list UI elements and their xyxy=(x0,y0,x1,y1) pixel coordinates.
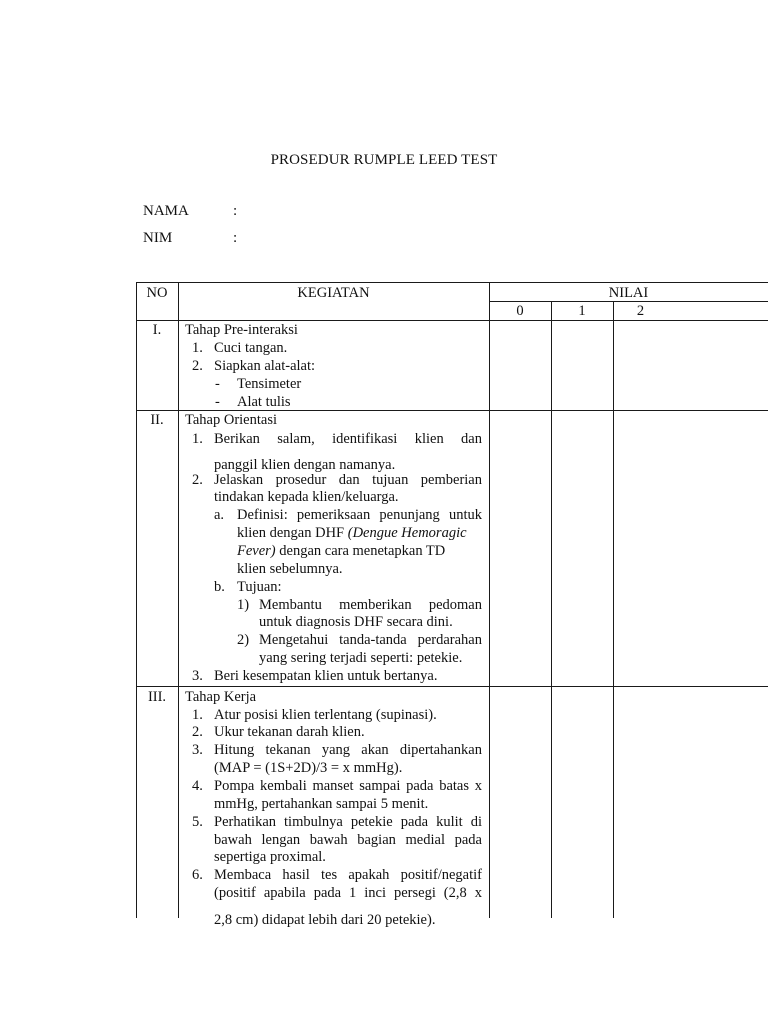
item-text-line: Definisi: pemeriksaan penunjang untuk xyxy=(237,507,482,523)
item-text-line xyxy=(237,543,445,561)
header-score-1: 1 xyxy=(578,303,586,319)
item-text-segment: klien dengan DHF xyxy=(237,525,348,541)
item-text: Ukur tekanan darah klien. xyxy=(214,724,365,740)
item-number: 2. xyxy=(192,472,203,488)
header-no: NO xyxy=(146,285,168,301)
item-text-line: bawah lengan bawah bagian medial pada xyxy=(214,832,482,848)
item-number: 2. xyxy=(192,724,203,740)
col-border-score1 xyxy=(613,301,614,918)
bullet-dash: - xyxy=(215,376,220,392)
page-title: PROSEDUR RUMPLE LEED TEST xyxy=(270,152,498,168)
item-text: Alat tulis xyxy=(237,394,291,410)
item-text-line: Berikan salam, identifikasi klien dan xyxy=(214,431,482,447)
col-border-left xyxy=(136,282,137,918)
header-score-0: 0 xyxy=(516,303,524,319)
section-title: Tahap Orientasi xyxy=(185,412,277,428)
item-text-line: untuk diagnosis DHF secara dini. xyxy=(259,614,453,630)
header-bottom-border xyxy=(136,320,768,321)
item-number: 3. xyxy=(192,668,203,684)
item-text-line: (MAP = (1S+2D)/3 = x mmHg). xyxy=(214,760,403,776)
item-text-line: Membantu memberikan pedoman xyxy=(259,597,482,613)
item-text-line: sepertiga proximal. xyxy=(214,849,326,865)
item-number: 1) xyxy=(237,597,250,613)
section-number: II. xyxy=(150,412,164,428)
col-border-kegiatan xyxy=(489,282,490,918)
item-number: 1. xyxy=(192,340,203,356)
section-number: III. xyxy=(147,689,167,705)
row-divider xyxy=(136,686,768,687)
item-number: 3. xyxy=(192,742,203,758)
item-text-line: Jelaskan prosedur dan tujuan pemberian xyxy=(214,472,482,488)
item-text: Tensimeter xyxy=(237,376,302,392)
item-text-line: Hitung tekanan yang akan dipertahankan xyxy=(214,742,482,758)
item-text: Siapkan alat-alat: xyxy=(214,358,316,374)
item-number: 1. xyxy=(192,431,203,447)
header-score-2: 2 xyxy=(636,303,645,319)
item-text-line: 2,8 cm) didapat lebih dari 20 petekie). xyxy=(214,912,436,928)
item-number: 2. xyxy=(192,358,203,374)
item-text-line: mmHg, pertahankan sampai 5 menit. xyxy=(214,796,429,812)
item-text-line: yang sering terjadi seperti: petekie. xyxy=(259,650,463,666)
field-separator: : xyxy=(233,230,238,246)
item-text: Tujuan: xyxy=(237,579,282,595)
field-label: NAMA xyxy=(143,203,189,219)
field-separator: : xyxy=(233,203,238,219)
item-text: Atur posisi klien terlentang (supinasi). xyxy=(214,707,437,723)
item-text-italic: (Dengue Hemoragic xyxy=(347,525,467,541)
header-nilai: NILAI xyxy=(608,285,649,301)
item-text-line: (positif apabila pada 1 inci persegi (2,8 x xyxy=(214,885,482,901)
item-text: Cuci tangan. xyxy=(214,340,288,356)
item-text-line: Membaca hasil tes apakah positif/negatif xyxy=(214,867,482,883)
col-border-score0 xyxy=(551,301,552,918)
header-kegiatan: KEGIATAN xyxy=(297,285,370,301)
col-border-no xyxy=(178,282,179,918)
item-letter: b. xyxy=(214,579,225,595)
item-number: 5. xyxy=(192,814,203,830)
item-text-italic: Fever) xyxy=(237,543,276,559)
row-divider xyxy=(136,410,768,411)
section-title: Tahap Kerja xyxy=(185,689,257,705)
item-number: 6. xyxy=(192,867,203,883)
item-number: 4. xyxy=(192,778,203,794)
field-nim xyxy=(143,230,237,247)
item-text-line: Mengetahui tanda-tanda perdarahan xyxy=(259,632,482,648)
item-number: 1. xyxy=(192,707,203,723)
item-text-line: klien sebelumnya. xyxy=(237,561,343,577)
item-text-segment: dengan cara menetapkan TD xyxy=(275,543,446,559)
item-text-line: panggil klien dengan namanya. xyxy=(214,457,396,473)
item-text-line: Pompa kembali manset sampai pada batas x xyxy=(214,778,482,794)
item-letter: a. xyxy=(214,507,225,523)
item-text-line: Perhatikan timbulnya petekie pada kulit di xyxy=(214,814,482,830)
item-text-line xyxy=(237,525,467,543)
field-label: NIM xyxy=(143,230,173,246)
item-number: 2) xyxy=(237,632,250,648)
table-border-top xyxy=(136,282,768,283)
bullet-dash: - xyxy=(215,394,220,410)
section-title: Tahap Pre-interaksi xyxy=(185,322,298,338)
field-nama xyxy=(143,203,237,220)
item-text: Beri kesempatan klien untuk bertanya. xyxy=(214,668,438,684)
item-text-line: tindakan kepada klien/keluarga. xyxy=(214,489,399,505)
section-number: I. xyxy=(152,322,162,338)
